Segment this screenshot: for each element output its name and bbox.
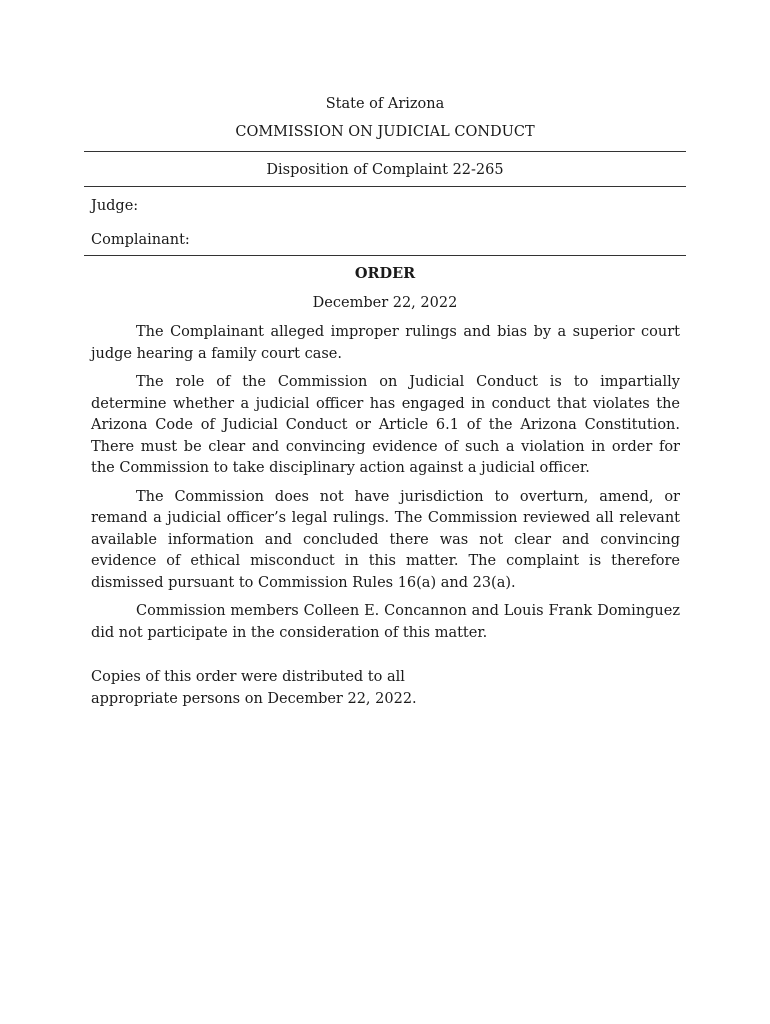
distribution-line-1: Copies of this order were distributed to all [91,669,405,685]
bottom-divider [84,255,686,256]
order-date: December 22, 2022 [312,295,458,311]
top-divider [84,151,686,152]
state-heading: State of Arizona [325,96,445,112]
middle-divider [84,186,686,187]
distribution-note [91,667,431,710]
distribution-line-2: appropriate persons on December 22, 2022. [91,690,417,707]
paragraph-jurisdiction: The Commission does not have jurisdiction to overturn, amend, or remand a judicial officer’s legal rulings. The Commission reviewed all relevant available information and concluded there was not clear and convincing evidence of ethical misconduct in this matter. The complaint is therefore dismissed pursuant to Commission Rules 16(a) and 23(a). [91,488,680,591]
complainant-label: Complainant: [91,232,190,248]
order-body [91,322,680,651]
commission-heading: COMMISSION ON JUDICIAL CONDUCT [235,124,535,140]
judge-label: Judge: [91,198,139,214]
paragraph-commission-role: The role of the Commission on Judicial Conduct is to impartially determine whether a judicial officer has engaged in conduct that violates the Arizona Code of Judicial Conduct or Article 6.1 of the Arizona Constitution. There must be clear and convincing evidence of such a violation in order for the Commission to take disciplinary action against a judicial officer. [91,374,680,476]
paragraph-recusal: Commission members Colleen E. Concannon and Louis Frank Dominguez did not participate in the consideration of this matter. [91,603,680,641]
disposition-heading: Disposition of Complaint 22-265 [266,162,504,178]
paragraph-complaint: The Complainant alleged improper rulings and bias by a superior court judge hearing a family court case. [91,324,680,362]
order-title: ORDER [354,265,416,282]
